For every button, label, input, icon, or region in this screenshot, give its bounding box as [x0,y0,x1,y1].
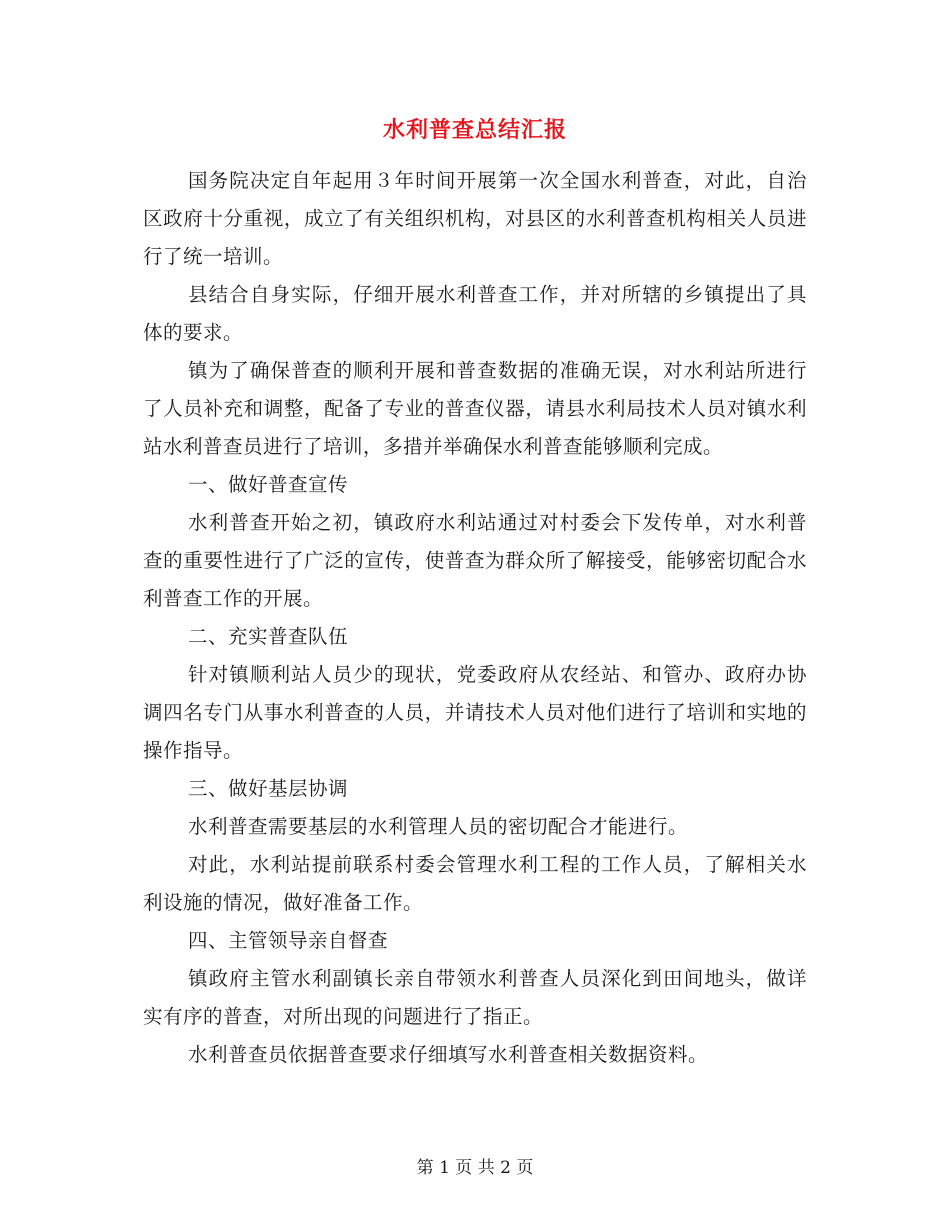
section-heading-2: 二、充实普查队伍 [188,625,349,648]
paragraph: 镇政府主管水利副镇长亲自带领水利普查人员深化到田间地头，做详实有序的普查，对所出现的问题进行了指正。 [143,967,807,1028]
paragraph: 针对镇顺利站人员少的现状，党委政府从农经站、和管办、政府办协调四名专门从事水利普查的人员，并请技术人员对他们进行了培训和实地的操作指导。 [143,663,807,762]
paragraph: 水利普查需要基层的水利管理人员的密切配合才能进行。 [188,815,689,838]
paragraph: 县结合自身实际，仔细开展水利普查工作，并对所辖的乡镇提出了具体的要求。 [143,283,807,344]
paragraph: 国务院决定自年起用３年时间开展第一次全国水利普查，对此，自治区政府十分重视，成立了有关组织机构，对县区的水利普查机构相关人员进行了统一培训。 [143,169,807,268]
paragraph: 镇为了确保普查的顺利开展和普查数据的准确无误，对水利站所进行了人员补充和调整，配备了专业的普查仪器，请县水利局技术人员对镇水利站水利普查员进行了培训，多措并举确保水利普查能够顺利完成。 [143,359,807,458]
paragraph: 水利普查员依据普查要求仔细填写水利普查相关数据资料。 [188,1043,709,1066]
paragraph: 水利普查开始之初，镇政府水利站通过对村委会下发传单，对水利普查的重要性进行了广泛的宣传，使普查为群众所了解接受，能够密切配合水利普查工作的开展。 [143,511,807,610]
section-heading-4: 四、主管领导亲自督查 [188,929,389,952]
document-title: 水利普查总结汇报 [382,117,567,143]
section-heading-3: 三、做好基层协调 [188,777,349,800]
document-body [143,162,807,1074]
paragraph: 对此，水利站提前联系村委会管理水利工程的工作人员，了解相关水利设施的情况，做好准备工作。 [143,853,807,914]
page-number: 第 1 页 共 2 页 [416,1158,534,1178]
page-footer [0,1153,950,1178]
section-heading-1: 一、做好普查宣传 [188,473,349,496]
